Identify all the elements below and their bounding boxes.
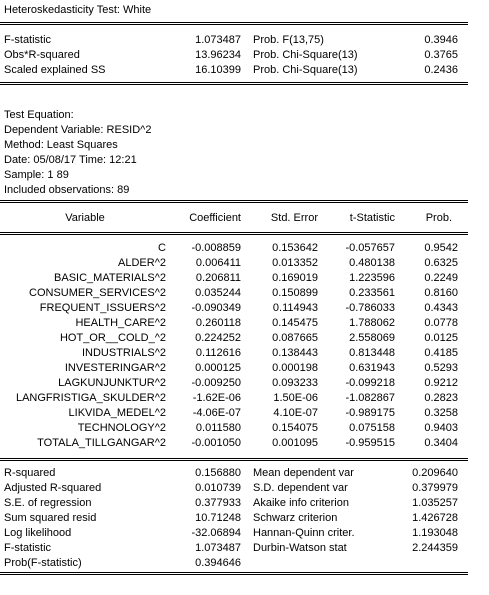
stat-left-value: 0.394646	[195, 557, 241, 569]
row-coefficient: -0.001050	[191, 437, 241, 449]
row-t-statistic: 0.480138	[349, 257, 395, 269]
stat-right-value: 0.379979	[412, 482, 458, 494]
row-std-error: 0.013352	[272, 257, 318, 269]
row-coefficient: -0.009250	[191, 377, 241, 389]
row-coefficient: 0.112616	[195, 347, 241, 359]
row-variable: FREQUENT_ISSUERS^2	[39, 302, 166, 314]
info-text: Date: 05/08/17 Time: 12:21	[4, 154, 137, 166]
row-variable: LAGKUNJUNKTUR^2	[58, 377, 166, 389]
table-row	[0, 421, 468, 436]
header-variable: Variable	[65, 212, 105, 224]
stat-left-label: F-statistic	[4, 542, 52, 554]
table-row	[0, 316, 468, 331]
row-t-statistic: -0.057657	[345, 242, 395, 254]
row-t-statistic: -1.082867	[345, 392, 395, 404]
stat-left-label: R-squared	[4, 467, 56, 479]
row-t-statistic: 1.223596	[349, 272, 395, 284]
stat-right-value: 1.426728	[412, 512, 458, 524]
stat-right-label: Durbin-Watson stat	[253, 542, 347, 554]
row-std-error: 0.154075	[272, 422, 318, 434]
summary-rule	[0, 82, 468, 83]
row-variable: TOTALA_TILLGANGAR^2	[37, 437, 166, 449]
row-prob: 0.9212	[424, 377, 458, 389]
summary-label: F-statistic	[4, 34, 52, 46]
summary-label: Scaled explained SS	[4, 64, 106, 76]
row-t-statistic: 0.233561	[349, 287, 395, 299]
row-std-error: 1.50E-06	[273, 392, 318, 404]
info-line	[0, 153, 468, 168]
row-t-statistic: -0.959515	[345, 437, 395, 449]
table-row	[0, 256, 468, 271]
row-t-statistic: 0.075158	[349, 422, 395, 434]
stat-right-value: 0.209640	[412, 467, 458, 479]
row-t-statistic: 0.631943	[349, 362, 395, 374]
row-std-error: 4.10E-07	[273, 407, 318, 419]
stat-left-label: Adjusted R-squared	[4, 482, 102, 494]
row-t-statistic: 1.788062	[349, 317, 395, 329]
summary-prob-label: Prob. Chi-Square(13)	[253, 49, 358, 61]
row-variable: LIKVIDA_MEDEL^2	[68, 407, 166, 419]
summary-value: 16.10399	[195, 64, 241, 76]
row-prob: 0.0125	[424, 332, 458, 344]
row-coefficient: -0.008859	[191, 242, 241, 254]
row-prob: 0.3404	[424, 437, 458, 449]
row-variable: HOT_OR__COLD_^2	[59, 332, 166, 344]
output-title: Heteroskedasticity Test: White	[4, 4, 152, 16]
header-coefficient: Coefficient	[189, 212, 241, 224]
row-std-error: 0.138443	[272, 347, 318, 359]
table-row	[0, 271, 468, 286]
row-prob: 0.6325	[424, 257, 458, 269]
stat-row	[0, 481, 468, 496]
table-row	[0, 391, 468, 406]
header-rule-top	[0, 200, 468, 201]
stat-left-value: -32.06894	[191, 527, 241, 539]
row-std-error: 0.087665	[272, 332, 318, 344]
row-coefficient: 0.206811	[195, 272, 241, 284]
stat-row	[0, 466, 468, 481]
stat-left-value: 0.010739	[195, 482, 241, 494]
row-variable: LANGFRISTIGA_SKULDER^2	[15, 392, 166, 404]
table-row	[0, 361, 468, 376]
header-rule-top-2	[0, 202, 468, 203]
stat-left-label: Prob(F-statistic)	[4, 557, 82, 569]
row-prob: 0.4343	[424, 302, 458, 314]
row-coefficient: 0.260118	[195, 317, 241, 329]
row-coefficient: 0.006411	[195, 257, 241, 269]
row-t-statistic: 2.558069	[349, 332, 395, 344]
row-std-error: 0.150899	[272, 287, 318, 299]
row-coefficient: 0.000125	[195, 362, 241, 374]
stat-right-value: 2.244359	[412, 542, 458, 554]
stat-right-label: S.D. dependent var	[253, 482, 348, 494]
row-variable: CONSUMER_SERVICES^2	[29, 287, 166, 299]
stat-right-label: Akaike info criterion	[253, 497, 349, 509]
row-prob: 0.8160	[424, 287, 458, 299]
summary-prob: 0.3765	[424, 49, 458, 61]
summary-rule-2	[0, 84, 468, 85]
stat-left-label: Sum squared resid	[4, 512, 97, 524]
row-prob: 0.0778	[424, 317, 458, 329]
row-coefficient: 0.011580	[195, 422, 241, 434]
row-coefficient: 0.224252	[195, 332, 241, 344]
summary-row	[0, 63, 468, 78]
summary-label: Obs*R-squared	[4, 49, 80, 61]
row-variable: C	[158, 242, 166, 254]
info-text: Dependent Variable: RESID^2	[4, 124, 152, 136]
row-prob: 0.4185	[424, 347, 458, 359]
summary-prob-label: Prob. Chi-Square(13)	[253, 64, 358, 76]
title-rule-2	[0, 24, 468, 25]
summary-row	[0, 33, 468, 48]
stat-right-label: Schwarz criterion	[253, 512, 338, 524]
row-coefficient: 0.035244	[195, 287, 241, 299]
header-rule-bottom	[0, 232, 468, 233]
header-prob: Prob.	[425, 212, 452, 224]
table-rule-bottom-2	[0, 460, 468, 461]
row-std-error: 0.093233	[272, 377, 318, 389]
row-std-error: 0.001095	[272, 437, 318, 449]
stat-left-value: 0.377933	[195, 497, 241, 509]
info-line	[0, 168, 468, 183]
table-row	[0, 406, 468, 421]
header-std-error: Std. Error	[270, 212, 318, 224]
info-line	[0, 138, 468, 153]
summary-row	[0, 48, 468, 63]
table-row	[0, 331, 468, 346]
info-text: Sample: 1 89	[4, 169, 69, 181]
info-text: Method: Least Squares	[4, 139, 118, 151]
title-rule	[0, 22, 468, 23]
stat-row	[0, 541, 468, 556]
table-row	[0, 436, 468, 451]
stat-row	[0, 526, 468, 541]
table-row	[0, 301, 468, 316]
row-t-statistic: -0.989175	[345, 407, 395, 419]
row-std-error: 0.000198	[272, 362, 318, 374]
row-prob: 0.2823	[424, 392, 458, 404]
stat-left-value: 1.073487	[195, 542, 241, 554]
table-row	[0, 376, 468, 391]
summary-value: 1.073487	[195, 34, 241, 46]
summary-prob: 0.3946	[424, 34, 458, 46]
stat-right-label: Hannan-Quinn criter.	[253, 527, 355, 539]
info-line	[0, 123, 468, 138]
info-line	[0, 108, 468, 123]
stat-left-value: 10.71248	[195, 512, 241, 524]
row-variable: INVESTERINGAR^2	[64, 362, 166, 374]
coef-table-header	[0, 211, 468, 226]
final-rule-2	[0, 574, 468, 575]
row-std-error: 0.145475	[272, 317, 318, 329]
row-variable: BASIC_MATERIALS^2	[54, 272, 166, 284]
row-t-statistic: -0.099218	[345, 377, 395, 389]
row-coefficient: -1.62E-06	[192, 392, 241, 404]
stat-left-label: S.E. of regression	[4, 497, 92, 509]
row-variable: HEALTH_CARE^2	[75, 317, 166, 329]
stat-right-label: Mean dependent var	[253, 467, 354, 479]
row-variable: ALDER^2	[118, 257, 166, 269]
row-prob: 0.2249	[424, 272, 458, 284]
row-std-error: 0.169019	[272, 272, 318, 284]
row-coefficient: -0.090349	[191, 302, 241, 314]
row-prob: 0.5293	[424, 362, 458, 374]
row-prob: 0.3258	[424, 407, 458, 419]
stat-row	[0, 556, 468, 571]
stat-right-value: 1.035257	[412, 497, 458, 509]
table-row	[0, 346, 468, 361]
row-std-error: 0.153642	[272, 242, 318, 254]
info-text: Test Equation:	[4, 109, 74, 121]
stat-left-value: 0.156880	[195, 467, 241, 479]
row-coefficient: -4.06E-07	[192, 407, 241, 419]
row-prob: 0.9542	[424, 242, 458, 254]
row-t-statistic: 0.813448	[349, 347, 395, 359]
header-rule-bottom-2	[0, 234, 468, 235]
info-line	[0, 183, 468, 198]
table-row	[0, 286, 468, 301]
summary-prob: 0.2436	[424, 64, 458, 76]
stat-left-label: Log likelihood	[4, 527, 72, 539]
row-std-error: 0.114943	[272, 302, 318, 314]
stat-row	[0, 496, 468, 511]
info-text: Included observations: 89	[4, 184, 130, 196]
stat-row	[0, 511, 468, 526]
table-rule-bottom	[0, 458, 468, 459]
row-variable: TECHNOLOGY^2	[77, 422, 166, 434]
stat-right-value: 1.193048	[412, 527, 458, 539]
header-t-statistic: t-Statistic	[349, 212, 395, 224]
row-variable: INDUSTRIALS^2	[81, 347, 166, 359]
row-prob: 0.9403	[424, 422, 458, 434]
table-row	[0, 241, 468, 256]
final-rule	[0, 572, 468, 573]
summary-value: 13.96234	[195, 49, 241, 61]
summary-prob-label: Prob. F(13,75)	[253, 34, 324, 46]
row-t-statistic: -0.786033	[345, 302, 395, 314]
